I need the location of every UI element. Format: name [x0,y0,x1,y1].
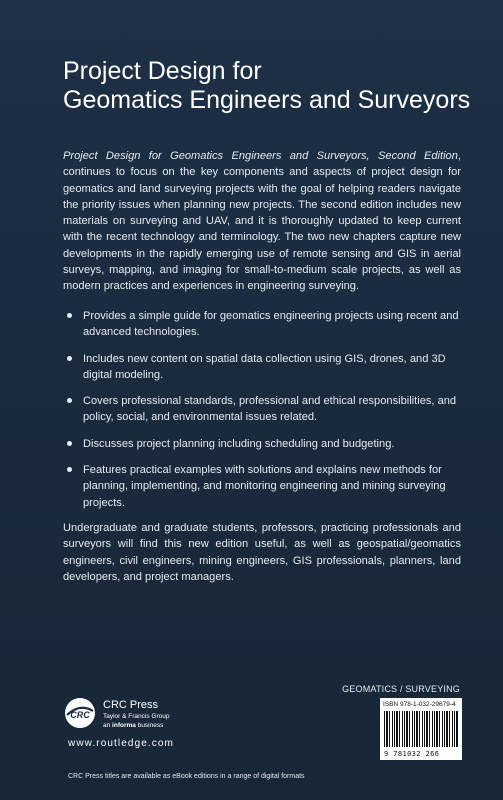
intro-paragraph [63,148,461,295]
book-title [63,57,483,115]
feature-item: Discusses project planning including scheduling and budgeting. [63,436,461,452]
ebook-note: CRC Press titles are available as eBook editions in a range of digital formats [68,773,305,780]
feature-item: Includes new content on spatial data collection using GIS, drones, and 3D digital modeling. [63,351,461,384]
book-title-line1: Project Design for [63,57,262,85]
publisher-business: an informa business [103,722,164,729]
barcode-bars-icon [384,711,458,747]
publisher-group: Taylor & Francis Group [103,713,170,720]
feature-list [63,308,461,521]
feature-item: Covers professional standards, professional and ethical responsibilities, and policy, social, and environmental issues related. [63,393,461,426]
subject-category: GEOMATICS / SURVEYING [342,684,460,694]
barcode [380,698,462,760]
bullet-icon [67,398,72,403]
book-title-line2: Geomatics Engineers and Surveyors [63,86,471,114]
bullet-icon [67,356,72,361]
barcode-number: 9 781032 266 [384,750,440,758]
bullet-icon [67,313,72,318]
bullet-icon [67,467,72,472]
publisher-name: CRC Press [103,699,159,711]
publisher-url: www.routledge.com [68,738,174,749]
feature-item: Features practical examples with solutions and explains new methods for planning, implementing, and monitoring engineering and mining surveying projects. [63,462,461,511]
intro-text: , continues to focus on the key components and aspects of project design for geomatics and land surveying projects with the goal of helping readers navigate the priority issues when planning new projects. The second edition includes new materials on surveying and UAV, and it is thoroughly updated to keep current with the recent technology and terminology. The two new chapters capture new developments in the rapidly emerging use of remote sensing and GIS in aerial surveys, mapping, and imaging for small-to-medium scale projects, as well as modern practices and experiences in engineering surveying. [63,150,461,293]
intro-book-title: Project Design for Geomatics Engineers and Surveyors, Second Edition [63,150,458,162]
feature-item: Provides a simple guide for geomatics engineering projects using recent and advanced technologies. [63,308,461,341]
crc-press-logo-icon [64,697,96,729]
isbn-label: ISBN 978-1-032-29679-4 [383,701,456,708]
audience-paragraph: Undergraduate and graduate students, professors, practicing professionals and surveyors will find this new edition useful, as well as geospatial/geomatics engineers, civil engineers, mining engineers, GIS professionals, planners, land developers, and project managers. [63,522,461,583]
crc-logo-text: CRC [70,710,90,720]
bullet-icon [67,441,72,446]
